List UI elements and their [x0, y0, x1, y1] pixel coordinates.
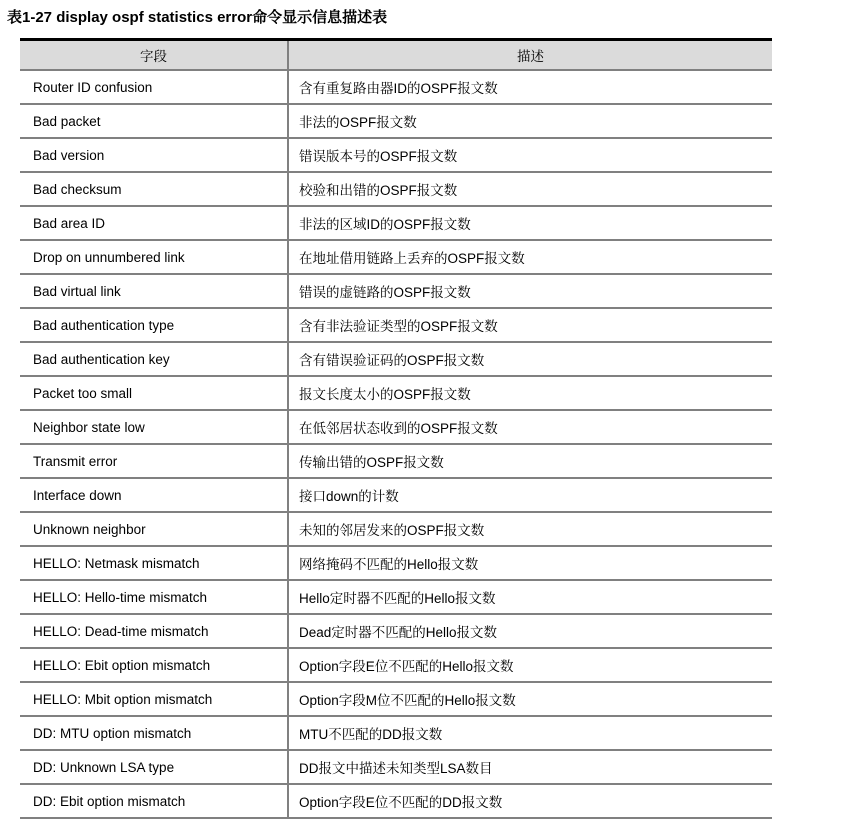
- table-row: [20, 70, 772, 104]
- table-row: [20, 444, 772, 478]
- field-cell: Router ID confusion: [20, 70, 288, 104]
- table-row: [20, 104, 772, 138]
- field-cell: Bad authentication key: [20, 342, 288, 376]
- table-row: [20, 682, 772, 716]
- table-row: [20, 784, 772, 818]
- table-row: [20, 546, 772, 580]
- field-cell: DD: Ebit option mismatch: [20, 784, 288, 818]
- table-row: [20, 410, 772, 444]
- field-cell: Interface down: [20, 478, 288, 512]
- table-row: [20, 308, 772, 342]
- column-header-description: 描述: [288, 40, 772, 71]
- field-cell: DD: MTU option mismatch: [20, 716, 288, 750]
- description-cell: 校验和出错的OSPF报文数: [288, 172, 772, 206]
- table-header-row: [20, 40, 772, 71]
- description-cell: 在低邻居状态收到的OSPF报文数: [288, 410, 772, 444]
- table-row: [20, 240, 772, 274]
- description-cell: 传输出错的OSPF报文数: [288, 444, 772, 478]
- field-cell: DD: Unknown LSA type: [20, 750, 288, 784]
- description-cell: 错误的虚链路的OSPF报文数: [288, 274, 772, 308]
- description-cell: 在地址借用链路上丢弃的OSPF报文数: [288, 240, 772, 274]
- field-cell: HELLO: Mbit option mismatch: [20, 682, 288, 716]
- table-row: [20, 274, 772, 308]
- table-row: [20, 648, 772, 682]
- field-cell: HELLO: Netmask mismatch: [20, 546, 288, 580]
- description-cell: 含有重复路由器ID的OSPF报文数: [288, 70, 772, 104]
- description-cell: Option字段M位不匹配的Hello报文数: [288, 682, 772, 716]
- table-row: [20, 512, 772, 546]
- field-cell: Bad area ID: [20, 206, 288, 240]
- field-cell: Unknown neighbor: [20, 512, 288, 546]
- description-cell: 报文长度太小的OSPF报文数: [288, 376, 772, 410]
- description-cell: 含有错误验证码的OSPF报文数: [288, 342, 772, 376]
- table-row: [20, 716, 772, 750]
- description-cell: 非法的OSPF报文数: [288, 104, 772, 138]
- field-cell: HELLO: Ebit option mismatch: [20, 648, 288, 682]
- table-row: [20, 614, 772, 648]
- table-row: [20, 478, 772, 512]
- description-cell: 网络掩码不匹配的Hello报文数: [288, 546, 772, 580]
- description-cell: 接口down的计数: [288, 478, 772, 512]
- table-row: [20, 342, 772, 376]
- description-cell: Dead定时器不匹配的Hello报文数: [288, 614, 772, 648]
- field-cell: Packet too small: [20, 376, 288, 410]
- table-row: [20, 172, 772, 206]
- field-cell: Neighbor state low: [20, 410, 288, 444]
- description-cell: 含有非法验证类型的OSPF报文数: [288, 308, 772, 342]
- table-caption: 表1-27 display ospf statistics error命令显示信息描述表: [7, 9, 388, 26]
- description-cell: Hello定时器不匹配的Hello报文数: [288, 580, 772, 614]
- field-cell: Bad checksum: [20, 172, 288, 206]
- field-cell: Transmit error: [20, 444, 288, 478]
- column-header-field: 字段: [20, 40, 288, 71]
- table-row: [20, 138, 772, 172]
- description-cell: Option字段E位不匹配的Hello报文数: [288, 648, 772, 682]
- description-cell: 未知的邻居发来的OSPF报文数: [288, 512, 772, 546]
- description-cell: 非法的区域ID的OSPF报文数: [288, 206, 772, 240]
- field-cell: Bad authentication type: [20, 308, 288, 342]
- field-cell: HELLO: Hello-time mismatch: [20, 580, 288, 614]
- table-row: [20, 206, 772, 240]
- field-cell: Bad packet: [20, 104, 288, 138]
- field-cell: HELLO: Dead-time mismatch: [20, 614, 288, 648]
- field-cell: Bad version: [20, 138, 288, 172]
- table-row: [20, 750, 772, 784]
- ospf-statistics-error-table: [20, 38, 772, 819]
- description-cell: MTU不匹配的DD报文数: [288, 716, 772, 750]
- description-cell: 错误版本号的OSPF报文数: [288, 138, 772, 172]
- description-cell: DD报文中描述未知类型LSA数目: [288, 750, 772, 784]
- table-row: [20, 376, 772, 410]
- table-row: [20, 580, 772, 614]
- field-cell: Bad virtual link: [20, 274, 288, 308]
- field-cell: Drop on unnumbered link: [20, 240, 288, 274]
- description-cell: Option字段E位不匹配的DD报文数: [288, 784, 772, 818]
